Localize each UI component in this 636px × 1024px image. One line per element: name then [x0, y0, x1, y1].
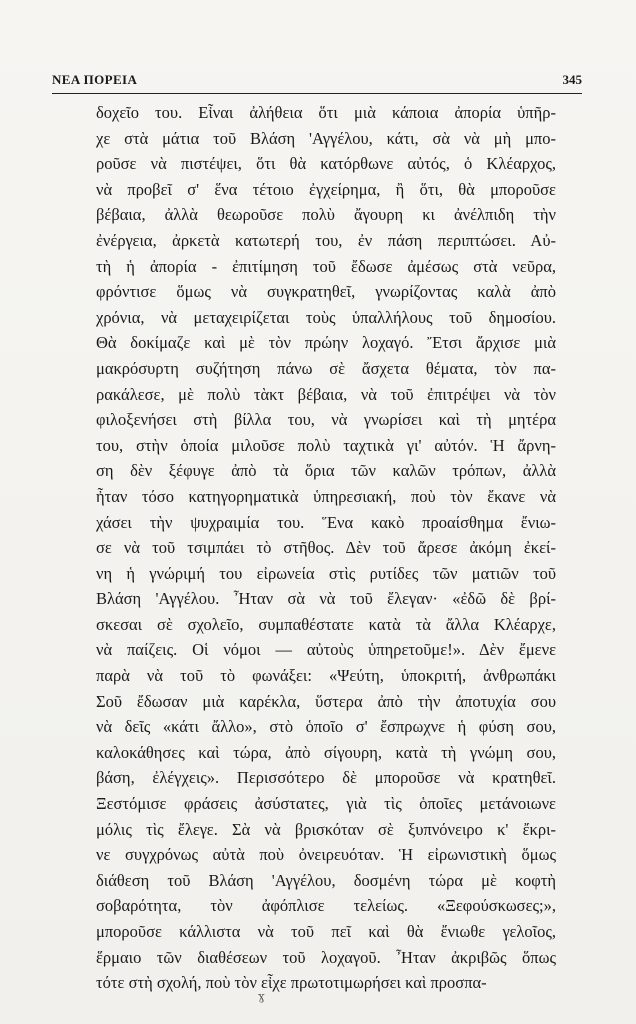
text-line: νη ἡ γνώριμή του εἰρωνεία στὶς ρυτίδες τῶν ματιῶν τοῦ	[96, 563, 556, 583]
text-line: παρὰ νὰ τοῦ τὸ φωνάξει: «Ψεύτη, ὑποκριτή, ἀνθρωπάκι	[96, 666, 556, 686]
text-line: Θὰ δοκίμαζε καὶ μὲ τὸν πρώην λοχαγό. Ἔτσι ἄρχισε μιὰ	[96, 333, 556, 353]
text-line: ροῦσε νὰ πιστέψει, ὅτι θὰ κατόρθωνε αὐτός, ὁ Κλέαρχος,	[96, 154, 556, 174]
text-line: νὰ δεῖς «κάτι ἄλλο», στὸ ὁποῖο σ' ἔσπρωχνε ἡ φύση σου,	[96, 717, 556, 737]
text-line: βέβαια, ἀλλὰ θεωροῦσε πολὺ ἄγουρη κι ἀνέλπιδη τὴν	[96, 205, 556, 225]
text-line: ἐνέργεια, ἀρκετὰ κατωτερή του, ἐν πάση περιπτώσει. Αὐ-	[96, 230, 556, 250]
text-line: Σοῦ ἔδωσαν μιὰ καρέκλα, ὕστερα ἀπὸ τὴν ἀποτυχία σου	[96, 691, 556, 711]
text-line: τότε στὴ σχολή, ποὺ τὸν εἶχε πρωτοτιμωρήσει καὶ προσπα-	[96, 973, 487, 993]
text-line: σοβαρότητα, τὸν ἀφόπλισε τελείως. «Ξεφούσκωσες;»,	[96, 896, 556, 916]
text-line: φρόντισε ὅμως νὰ συγκρατηθεῖ, γνωρίζοντας καλὰ ἀπὸ	[96, 282, 556, 302]
text-line: μακρόσυρτη συζήτηση πάνω σὲ ἄσχετα θέματα, τὸν πα-	[96, 358, 556, 378]
text-line: σκεσαι σὲ σχολεῖο, συμπαθέστατε κατὰ τὰ ἄλλα Κλέαρχε,	[96, 614, 556, 634]
text-line: του, στὴν ὁποία μιλοῦσε πολὺ ταχτικὰ γι' αὐτόν. Ἡ ἄρνη-	[96, 435, 556, 455]
text-line: τὴ ἡ ἀπορία - ἐπιτίμηση τοῦ ἔδωσε ἀμέσως στὰ νεῦρα,	[96, 256, 556, 276]
header-rule	[52, 93, 582, 94]
text-line: διάθεση τοῦ Βλάση 'Αγγέλου, δοσμένη τώρα μὲ κοφτὴ	[96, 870, 556, 890]
text-line: καλοκάθησες καὶ τώρα, ἀπὸ σίγουρη, κατὰ τὴ γνώμη σου,	[96, 742, 556, 762]
text-line: ἦταν τόσο κατηγορηματικὰ ὑπηρεσιακή, ποὺ τὸν ἔκανε νὰ	[96, 486, 556, 506]
body-text	[96, 100, 556, 996]
text-line: σε νὰ τοῦ τσιμπάει τὸ στῆθος. Δὲν τοῦ ἄρεσε ἀκόμη ἐκεί-	[96, 538, 556, 558]
text-line: φιλοξενήσει στὴ βίλλα του, νὰ γνωρίσει καὶ τὴ μητέρα	[96, 410, 556, 430]
text-line: ση δὲν ξέφυγε ἀπὸ τὰ ὅρια τῶν καλῶν τρόπων, ἀλλὰ	[96, 461, 556, 481]
text-line: Βλάση 'Αγγέλου. Ἦταν σὰ νὰ τοῦ ἔλεγαν· «ἐδῶ δὲ βρί-	[96, 589, 556, 609]
journal-title: ΝΕΑ ΠΟΡΕΙΑ	[52, 72, 138, 87]
text-line: νε συγχρόνως αὐτὰ ποὺ ὀνειρευόταν. Ἡ εἰρωνιστικὴ ὅμως	[96, 845, 556, 865]
text-line: μόλις τὶς ἔλεγε. Σὰ νὰ βρισκόταν σὲ ξυπνόνειρο κ' ἔκρι-	[96, 819, 556, 839]
text-line: νὰ προβεῖ σ' ἕνα τέτοιο ἐγχείρημα, ἢ ὅτι, θὰ μποροῦσε	[96, 179, 556, 199]
text-line: νὰ παίζεις. Οἱ νόμοι — αὐτοὺς ὑπηρετοῦμε!». Δὲν ἔμενε	[96, 640, 556, 660]
footer-mark: ɣ	[258, 990, 265, 1003]
running-head	[52, 72, 582, 90]
text-line: Ξεστόμισε φράσεις ἀσύστατες, γιὰ τὶς ὁποῖες μετάνοιωνε	[96, 794, 556, 814]
text-line: χρόνια, νὰ μεταχειρίζεται τοὺς ὑπαλλήλους τοῦ δημοσίου.	[96, 307, 556, 327]
text-line: ρακάλεσε, μὲ πολὺ τὰκτ βέβαια, νὰ τοῦ ἐπιτρέψει νὰ τὸν	[96, 384, 556, 404]
text-line: χάσει τὴν ψυχραιμία του. Ἕνα κακὸ προαίσθημα ἔνιω-	[96, 512, 556, 532]
text-line: μποροῦσε κάλλιστα νὰ τοῦ πεῖ καὶ θὰ ἔνιωθε γελοῖος,	[96, 922, 556, 941]
text-line: χε στὰ μάτια τοῦ Βλάση 'Αγγέλου, κάτι, σὰ νὰ μὴ μπο-	[96, 128, 556, 148]
text-line: δοχεῖο του. Εἶναι ἀλήθεια ὅτι μιὰ κάποια ἀπορία ὑπῆρ-	[96, 103, 556, 122]
page-number: 345	[562, 72, 582, 87]
text-line: βάση, ἐλέγχεις». Περισσότερο δὲ μποροῦσε νὰ κρατηθεῖ.	[96, 768, 556, 788]
text-line: ἕρμαιο τῶν διαθέσεων τοῦ λοχαγοῦ. Ἦταν ἀκριβῶς ὅπως	[96, 947, 556, 967]
